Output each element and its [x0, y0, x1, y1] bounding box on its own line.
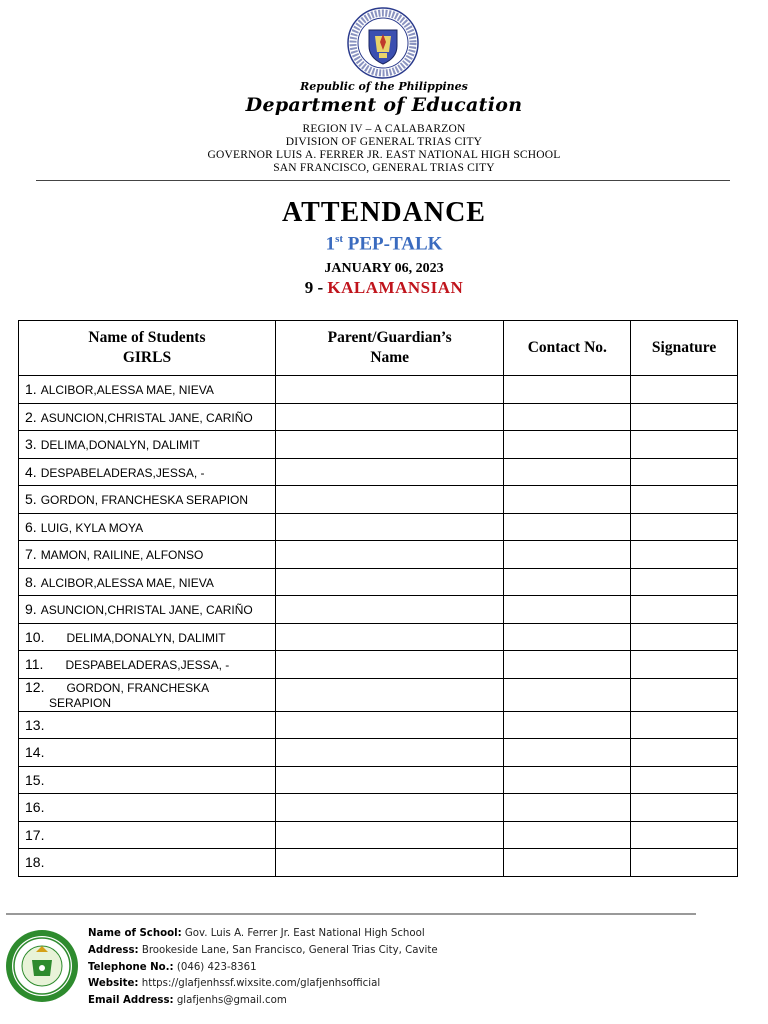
signature-cell [631, 711, 738, 739]
contact-no-cell [504, 568, 631, 596]
signature-cell [631, 821, 738, 849]
header-contact-no: Contact No. [504, 321, 631, 376]
table-row [19, 541, 738, 569]
student-name-cell [19, 403, 276, 431]
contact-no-cell [504, 821, 631, 849]
student-name: DELIMA,DONALYN, DALIMIT [66, 630, 226, 645]
parent-name-cell [275, 513, 504, 541]
signature-cell [631, 431, 738, 459]
row-number: 13. [25, 716, 45, 733]
row-number: 14. [25, 744, 45, 761]
parent-name-cell [275, 739, 504, 767]
signature-cell [631, 678, 738, 711]
contact-no-cell [504, 794, 631, 822]
signature-cell [631, 513, 738, 541]
contact-no-cell [504, 458, 631, 486]
table-row [19, 678, 738, 711]
student-name-cell [19, 596, 276, 624]
row-number: 3. [25, 436, 37, 453]
contact-no-cell [504, 623, 631, 651]
student-name: DESPABELADERAS,JESSA, - [40, 465, 205, 480]
student-name-cell [19, 458, 276, 486]
footer-email[interactable]: Email Address: glafjenhs@gmail.com [88, 995, 287, 1007]
table-row [19, 486, 738, 514]
region-label: REGION IV – A CALABARZON [302, 123, 466, 135]
student-name: ASUNCION,CHRISTAL JANE, CARIÑO [40, 410, 253, 425]
header-divider [36, 180, 730, 181]
row-number: 1. [25, 381, 37, 398]
section-name: KALAMANSIAN [327, 278, 464, 297]
signature-cell [631, 623, 738, 651]
row-number: 11. [25, 656, 44, 673]
student-name: GORDON, FRANCHESKA [66, 680, 210, 695]
row-number: 16. [25, 799, 45, 816]
table-row [19, 821, 738, 849]
school-logo [4, 928, 80, 1004]
table-row [19, 431, 738, 459]
header-student-name: Name of Students GIRLS [19, 321, 276, 376]
student-name-continued: SERAPION [49, 695, 112, 710]
parent-name-cell [275, 541, 504, 569]
signature-cell [631, 766, 738, 794]
parent-name-cell [275, 403, 504, 431]
signature-cell [631, 376, 738, 404]
division-label: DIVISION OF GENERAL TRIAS CITY [285, 136, 483, 148]
document-title: ATTENDANCE [282, 197, 486, 228]
student-name: GORDON, FRANCHESKA SERAPION [40, 493, 249, 508]
signature-cell [631, 403, 738, 431]
footer-contact-block [88, 926, 438, 1010]
table-row [19, 596, 738, 624]
signature-cell [631, 458, 738, 486]
row-number: 10. [25, 628, 45, 645]
grade-section [0, 278, 768, 298]
row-number: 8. [25, 573, 37, 590]
signature-cell [631, 739, 738, 767]
event-date: JANUARY 06, 2023 [324, 261, 444, 276]
student-name-cell [19, 766, 276, 794]
student-name: ALCIBOR,ALESSA MAE, NIEVA [40, 383, 214, 398]
footer-telephone: Telephone No.: (046) 423-8361 [88, 961, 257, 973]
contact-no-cell [504, 651, 631, 679]
student-name-cell [19, 794, 276, 822]
signature-cell [631, 596, 738, 624]
table-header-row [19, 321, 738, 376]
table-row [19, 766, 738, 794]
footer-website[interactable]: Website: https://glafjenhssf.wixsite.com/glafjenhsofficial [88, 978, 381, 990]
contact-no-cell [504, 678, 631, 711]
table-row [19, 849, 738, 877]
row-number: 6. [25, 518, 37, 535]
contact-no-cell [504, 403, 631, 431]
student-name-cell [19, 431, 276, 459]
student-name-cell [19, 678, 276, 711]
footer-school-name: Name of School: Gov. Luis A. Ferrer Jr. East National High School [88, 928, 425, 939]
event-subtitle [0, 233, 768, 255]
signature-cell [631, 794, 738, 822]
school-location-header: SAN FRANCISCO, GENERAL TRIAS CITY [273, 162, 495, 174]
parent-name-cell [275, 821, 504, 849]
student-name-cell [19, 376, 276, 404]
student-name: LUIG, KYLA MOYA [40, 520, 144, 535]
row-number: 9. [25, 601, 37, 618]
student-name-cell [19, 651, 276, 679]
grade-label: 9 - [304, 278, 328, 297]
student-name-cell [19, 849, 276, 877]
row-number: 15. [25, 771, 45, 788]
parent-name-cell [275, 678, 504, 711]
republic-label: Republic of the Philippines [300, 80, 468, 93]
table-row [19, 376, 738, 404]
parent-name-cell [275, 623, 504, 651]
parent-name-cell [275, 711, 504, 739]
school-name-header: GOVERNOR LUIS A. FERRER JR. EAST NATIONAL HIGH SCHOOL [207, 149, 561, 161]
parent-name-cell [275, 596, 504, 624]
contact-no-cell [504, 711, 631, 739]
parent-name-cell [275, 651, 504, 679]
contact-no-cell [504, 596, 631, 624]
row-number: 18. [25, 854, 45, 871]
parent-name-cell [275, 849, 504, 877]
parent-name-cell [275, 568, 504, 596]
row-number: 17. [25, 826, 45, 843]
row-number: 7. [25, 546, 37, 563]
parent-name-cell [275, 431, 504, 459]
signature-cell [631, 486, 738, 514]
student-name-cell [19, 541, 276, 569]
student-name: DELIMA,DONALYN, DALIMIT [40, 438, 200, 453]
parent-name-cell [275, 486, 504, 514]
event-name: PEP-TALK [347, 233, 443, 255]
parent-name-cell [275, 458, 504, 486]
footer-address: Address: Brookeside Lane, San Francisco, General Trias City, Cavite [88, 944, 438, 956]
table-row [19, 513, 738, 541]
student-name-cell [19, 821, 276, 849]
contact-no-cell [504, 766, 631, 794]
parent-name-cell [275, 376, 504, 404]
student-name: ASUNCION,CHRISTAL JANE, CARIÑO [40, 603, 253, 618]
student-name: DESPABELADERAS,JESSA, - [65, 658, 230, 673]
table-row [19, 623, 738, 651]
student-name-cell [19, 623, 276, 651]
table-row [19, 403, 738, 431]
student-name-cell [19, 711, 276, 739]
deped-seal-logo [338, 6, 428, 80]
contact-no-cell [504, 541, 631, 569]
table-row [19, 568, 738, 596]
signature-cell [631, 541, 738, 569]
header-signature: Signature [631, 321, 738, 376]
contact-no-cell [504, 486, 631, 514]
contact-no-cell [504, 849, 631, 877]
header-parent-name: Parent/Guardian’s Name [275, 321, 504, 376]
student-name: ALCIBOR,ALESSA MAE, NIEVA [40, 575, 214, 590]
row-number: 2. [25, 408, 37, 425]
row-number: 5. [25, 491, 37, 508]
contact-no-cell [504, 431, 631, 459]
table-row [19, 651, 738, 679]
student-name: MAMON, RAILINE, ALFONSO [40, 548, 204, 563]
table-row [19, 794, 738, 822]
footer-divider [6, 913, 696, 915]
signature-cell [631, 849, 738, 877]
attendance-table [18, 320, 738, 877]
table-row [19, 739, 738, 767]
parent-name-cell [275, 794, 504, 822]
row-number: 12. [25, 678, 45, 695]
student-name-cell [19, 513, 276, 541]
student-name-cell [19, 486, 276, 514]
event-ordinal-suffix: st [335, 233, 344, 245]
student-name-cell [19, 739, 276, 767]
student-name-cell [19, 568, 276, 596]
signature-cell [631, 568, 738, 596]
event-number: 1 [325, 233, 336, 255]
parent-name-cell [275, 766, 504, 794]
table-row [19, 458, 738, 486]
contact-no-cell [504, 376, 631, 404]
contact-no-cell [504, 513, 631, 541]
table-row [19, 711, 738, 739]
contact-no-cell [504, 739, 631, 767]
department-title: Department of Education [245, 94, 523, 116]
signature-cell [631, 651, 738, 679]
row-number: 4. [25, 463, 37, 480]
